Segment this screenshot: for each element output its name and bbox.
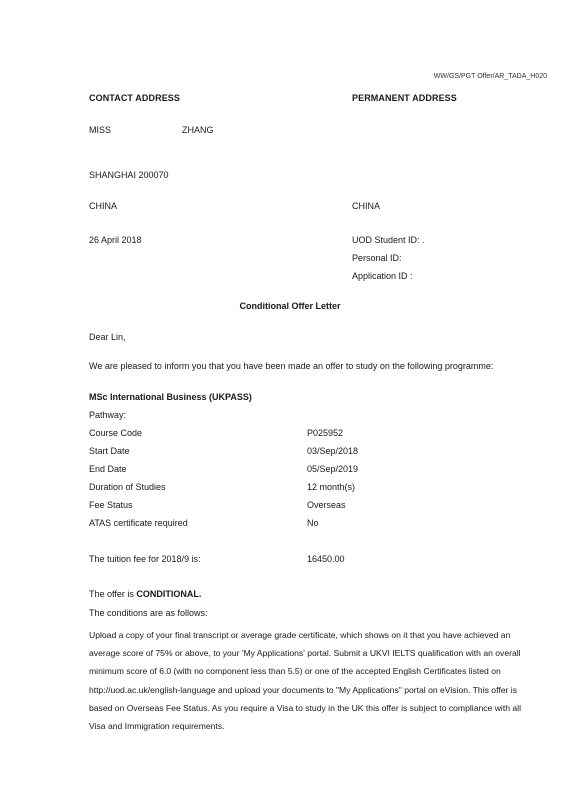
pathway-label: Pathway: (89, 410, 127, 420)
start-date-label: Start Date (89, 446, 130, 456)
salutation: Dear Lin, (89, 332, 126, 342)
fee-status-label: Fee Status (89, 500, 133, 510)
offer-status-prefix: The offer is (89, 589, 137, 599)
end-date-label: End Date (89, 464, 127, 474)
recipient-surname: ZHANG (182, 125, 214, 135)
fee-status-value: Overseas (307, 500, 346, 510)
offer-status (89, 589, 201, 599)
student-id: UOD Student ID: . (352, 235, 425, 245)
atas-value: No (307, 518, 319, 528)
personal-id: Personal ID: (352, 253, 402, 263)
course-code-value: P025952 (307, 428, 344, 438)
recipient-country: CHINA (89, 201, 118, 211)
recipient-city: SHANGHAI 200070 (89, 170, 169, 180)
conditions-paragraph: Upload a copy of your final transcript or average grade certificate, which shows on it that you have achieved an average score of 75% or above, to your 'My Applications' portal. Submit a UKVI IELTS qualification with an overall minimum score of 6.0 (with no component less than 5.5) or one of the accepted English Certificates listed on http://uod.ac.uk/english-language and upload your documents to "My Applications" portal on eVision. This offer is based on Overseas Fee Status. As you require a Visa to study in the UK this offer is subject to compliance with all Visa and Immigration requirements. (89, 630, 521, 732)
end-date-value: 05/Sep/2019 (307, 464, 359, 474)
letter-date: 26 April 2018 (89, 235, 142, 245)
contact-address-heading: CONTACT ADDRESS (89, 93, 180, 103)
reference-code: WW/GS/PGT Offer/AR_TADA_H020 (433, 73, 547, 80)
duration-label: Duration of Studies (89, 482, 166, 492)
intro-text: We are pleased to inform you that you have been made an offer to study on the following programme: (89, 361, 494, 371)
tuition-label: The tuition fee for 2018/9 is: (89, 554, 201, 564)
duration-value: 12 month(s) (307, 482, 356, 492)
conditions-intro: The conditions are as follows: (89, 608, 208, 618)
application-id: Application ID : (352, 271, 413, 281)
programme-title: MSc International Business (UKPASS) (89, 392, 252, 402)
course-code-label: Course Code (89, 428, 143, 438)
recipient-title: MISS (89, 125, 112, 135)
tuition-value: 16450.00 (307, 554, 345, 564)
letter-title: Conditional Offer Letter (239, 301, 341, 311)
offer-status-value: CONDITIONAL. (136, 589, 202, 599)
atas-label: ATAS certificate required (89, 518, 188, 528)
start-date-value: 03/Sep/2018 (307, 446, 359, 456)
permanent-address-heading: PERMANENT ADDRESS (352, 93, 457, 103)
permanent-country: CHINA (352, 201, 381, 211)
